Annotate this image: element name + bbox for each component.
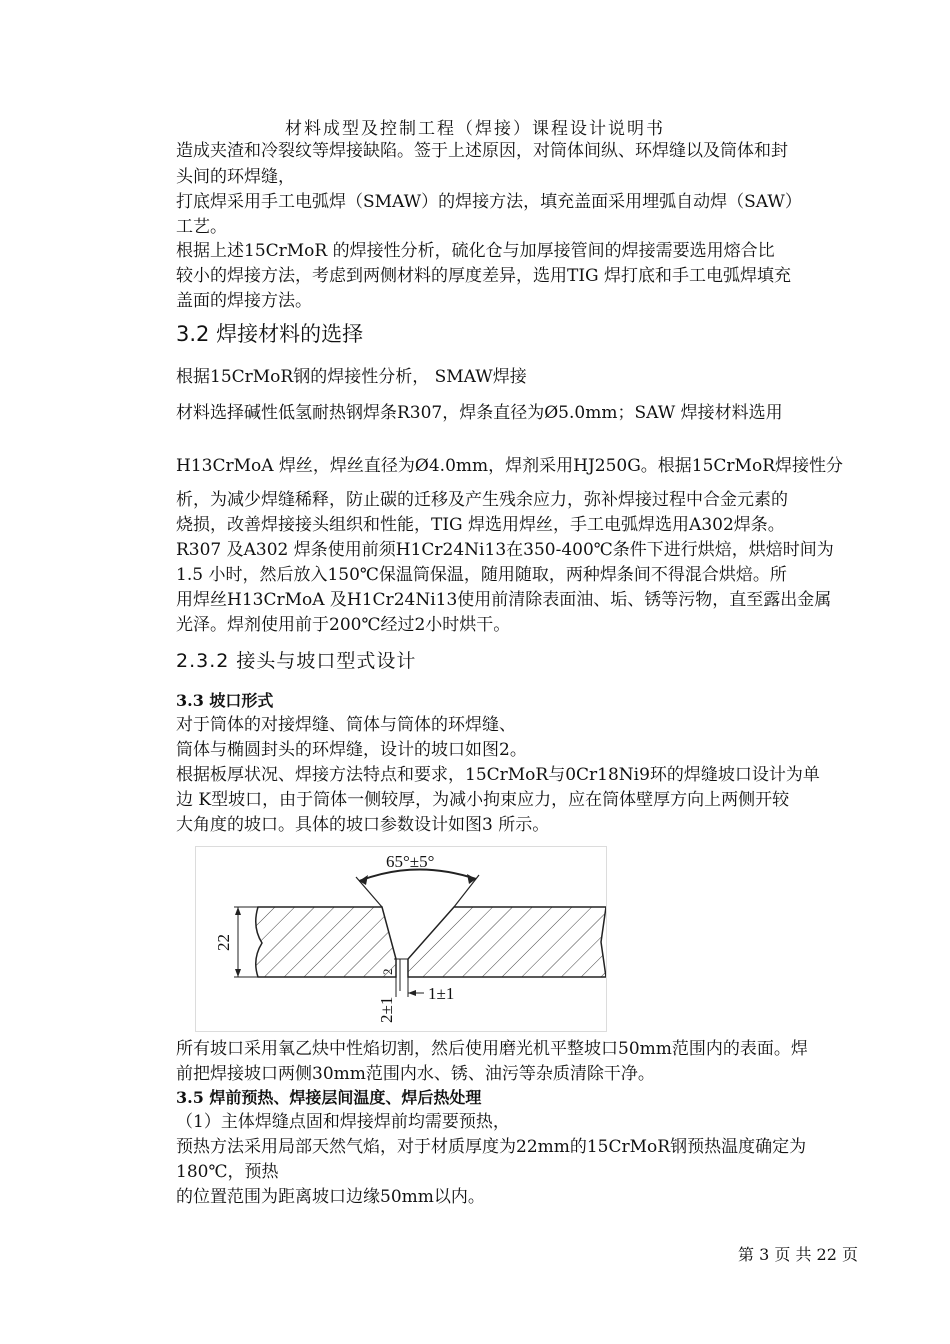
gap-label: 1±1 <box>428 984 455 1003</box>
angle-arc <box>359 869 476 881</box>
body-line: 头间的环焊缝， <box>176 167 295 187</box>
body-line: 大角度的坡口。具体的坡口参数设计如图3 所示。 <box>176 815 550 835</box>
body-line: 析，为减少焊缝稀释，防止碳的迁移及产生残余应力，弥补焊接过程中合金元素的 <box>176 490 788 510</box>
groove-diagram-figure <box>195 846 607 1032</box>
body-line: 根据板厚状况、焊接方法特点和要求，15CrMoR与0Cr18Ni9环的焊缝坡口设计为单 <box>176 765 820 785</box>
body-line: 盖面的焊接方法。 <box>176 291 312 311</box>
body-line: 工艺。 <box>176 217 227 237</box>
thickness-label: 22 <box>214 934 233 951</box>
right-plate <box>408 907 606 977</box>
page-header-title: 材料成型及控制工程（焊接）课程设计说明书 <box>285 119 665 139</box>
body-line: 造成夹渣和冷裂纹等焊接缺陷。签于上述原因，对筒体间纵、环焊缝以及筒体和封 <box>176 141 788 161</box>
body-line: H13CrMoA 焊丝，焊丝直径为Ø4.0mm，焊剂采用HJ250G。根据15CrMoR焊接性分 <box>176 456 844 476</box>
groove-diagram <box>196 847 606 1031</box>
body-line: 预热方法采用局部天然气焰，对于材质厚度为22mm的15CrMoR钢预热温度确定为 <box>176 1137 807 1157</box>
body-line: 对于筒体的对接焊缝、筒体与筒体的环焊缝、 <box>176 715 516 735</box>
body-line: 筒体与椭圆封头的环焊缝，设计的坡口如图2。 <box>176 740 527 760</box>
body-line: 根据15CrMoR钢的焊接性分析， SMAW焊接 <box>176 367 527 387</box>
body-line: 所有坡口采用氧乙炔中性焰切割，然后使用磨光机平整坡口50mm范围内的表面。焊 <box>176 1039 808 1059</box>
body-line: 较小的焊接方法，考虑到两侧材料的厚度差异，选用TIG 焊打底和手工电弧焊填充 <box>176 266 792 286</box>
section-heading-3-5: 3.5 焊前预热、焊接层间温度、焊后热处理 <box>176 1088 482 1107</box>
section-heading-3-3: 3.3 坡口形式 <box>176 691 274 710</box>
body-line: 根据上述15CrMoR 的焊接性分析，硫化仓与加厚接管间的焊接需要选用熔合比 <box>176 241 775 261</box>
section-heading-3-2: 3.2 焊接材料的选择 <box>176 322 364 346</box>
root-face-label: 2 <box>380 968 395 975</box>
body-line: 1.5 小时，然后放入150℃保温筒保温，随用随取，两种焊条间不得混合烘焙。所 <box>176 565 787 585</box>
body-line: 边 K型坡口，由于筒体一侧较厚，为减小拘束应力，应在筒体壁厚方向上两侧开较 <box>176 790 790 810</box>
body-line: 材料选择碱性低氢耐热钢焊条R307，焊条直径为Ø5.0mm；SAW 焊接材料选用 <box>176 403 783 423</box>
angle-label: 65°±5° <box>386 852 435 871</box>
body-line: 用焊丝H13CrMoA 及H1Cr24Ni13使用前清除表面油、垢、锈等污物，直至露出金属 <box>176 590 832 610</box>
body-line: R307 及A302 焊条使用前须H1Cr24Ni13在350-400℃条件下进行烘焙，烘焙时间为 <box>176 540 834 560</box>
body-line: 前把焊接坡口两侧30mm范围内水、锈、油污等杂质清除干净。 <box>176 1064 655 1084</box>
section-heading-2-3-2: 2.3.2 接头与坡口型式设计 <box>176 650 417 672</box>
page-footer: 第 3 页 共 22 页 <box>738 1245 858 1264</box>
body-line: （1）主体焊缝点固和焊接焊前均需要预热， <box>176 1112 510 1132</box>
left-plate <box>256 907 396 977</box>
root-face-tol-label: 2±1 <box>377 996 396 1023</box>
body-line: 打底焊采用手工电弧焊（SMAW）的焊接方法，填充盖面采用埋弧自动焊（SAW） <box>176 192 802 212</box>
body-line: 的位置范围为距离坡口边缘50mm以内。 <box>176 1187 485 1207</box>
body-line: 光泽。焊剂使用前于200℃经过2小时烘干。 <box>176 615 511 635</box>
body-line: 180℃，预热 <box>176 1162 279 1182</box>
body-line: 烧损，改善焊接接头组织和性能，TIG 焊选用焊丝，手工电弧焊选用A302焊条。 <box>176 515 785 535</box>
